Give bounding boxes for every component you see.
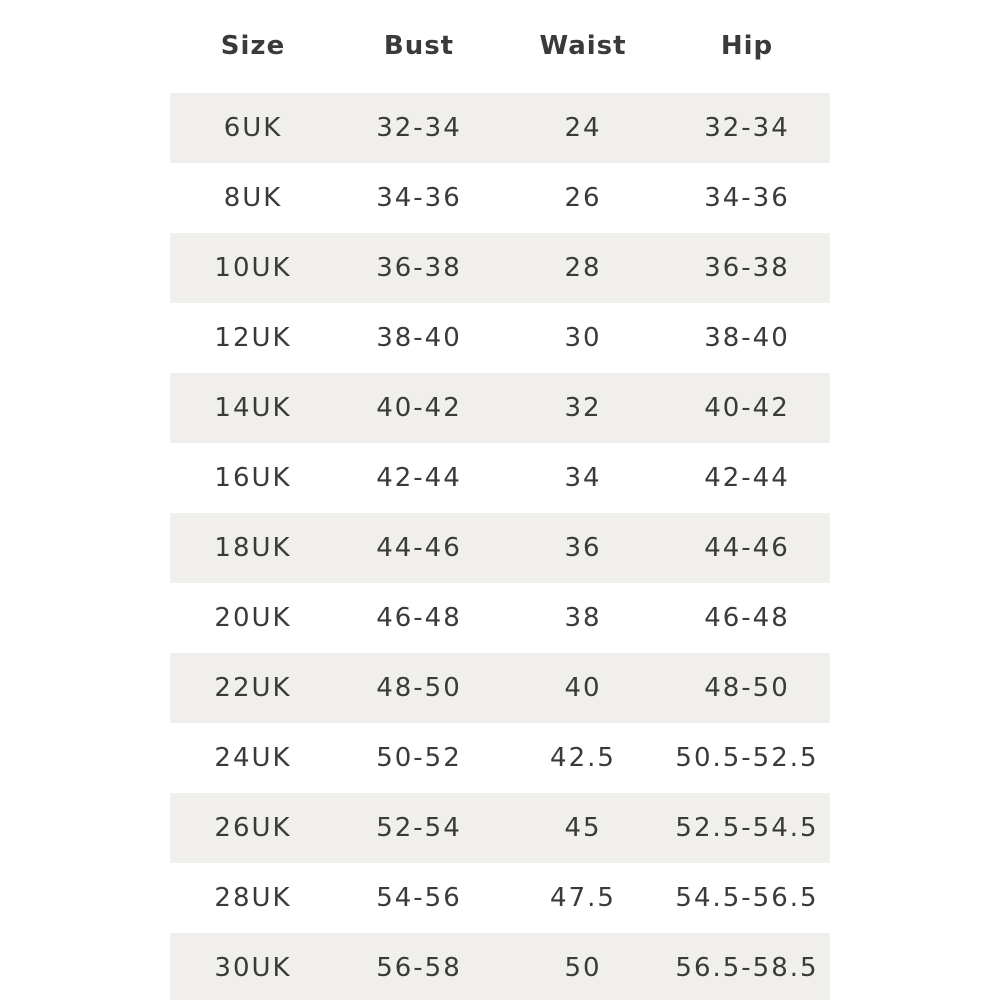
cell-size: 6UK (223, 113, 283, 143)
cell-waist: 30 (564, 323, 602, 353)
table-row (170, 93, 830, 163)
cell-waist: 24 (564, 113, 602, 143)
cell-hip: 44-46 (704, 533, 790, 563)
cell-size: 16UK (214, 463, 292, 493)
cell-waist: 28 (564, 253, 602, 283)
cell-waist: 32 (564, 393, 602, 423)
cell-bust: 54-56 (376, 883, 462, 913)
table-row (170, 513, 830, 583)
header-bust: Bust (383, 31, 455, 61)
table-row (170, 723, 830, 793)
cell-hip: 36-38 (704, 253, 790, 283)
cell-hip: 40-42 (704, 393, 790, 423)
table-row (170, 583, 830, 653)
cell-waist: 50 (564, 953, 602, 983)
table-header (170, 0, 830, 92)
cell-bust: 40-42 (376, 393, 462, 423)
cell-waist: 36 (564, 533, 602, 563)
cell-size: 20UK (214, 603, 292, 633)
cell-hip: 42-44 (704, 463, 790, 493)
cell-hip: 34-36 (704, 183, 790, 213)
cell-size: 12UK (214, 323, 292, 353)
cell-size: 14UK (214, 393, 292, 423)
cell-size: 30UK (214, 953, 292, 983)
cell-waist: 47.5 (550, 883, 616, 913)
header-size: Size (220, 31, 286, 61)
table-row (170, 443, 830, 513)
cell-size: 18UK (214, 533, 292, 563)
cell-size: 24UK (214, 743, 292, 773)
cell-size: 8UK (223, 183, 283, 213)
table-row (170, 373, 830, 443)
table-body (170, 93, 830, 1000)
table-row (170, 303, 830, 373)
cell-bust: 56-58 (376, 953, 462, 983)
table-row (170, 233, 830, 303)
table-row (170, 653, 830, 723)
cell-hip: 46-48 (704, 603, 790, 633)
cell-hip: 48-50 (704, 673, 790, 703)
cell-bust: 44-46 (376, 533, 462, 563)
cell-size: 10UK (214, 253, 292, 283)
table-row (170, 163, 830, 233)
cell-hip: 52.5-54.5 (675, 813, 819, 843)
cell-waist: 42.5 (550, 743, 616, 773)
table-row (170, 863, 830, 933)
cell-size: 26UK (214, 813, 292, 843)
cell-waist: 34 (564, 463, 602, 493)
cell-waist: 40 (564, 673, 602, 703)
cell-waist: 45 (564, 813, 602, 843)
cell-bust: 46-48 (376, 603, 462, 633)
cell-waist: 38 (564, 603, 602, 633)
cell-waist: 26 (564, 183, 602, 213)
cell-bust: 48-50 (376, 673, 462, 703)
cell-bust: 50-52 (376, 743, 462, 773)
table-row (170, 933, 830, 1000)
cell-bust: 36-38 (376, 253, 462, 283)
cell-hip: 38-40 (704, 323, 790, 353)
cell-size: 22UK (214, 673, 292, 703)
cell-size: 28UK (214, 883, 292, 913)
header-waist: Waist (539, 31, 627, 61)
cell-hip: 50.5-52.5 (675, 743, 819, 773)
cell-hip: 56.5-58.5 (675, 953, 819, 983)
cell-bust: 42-44 (376, 463, 462, 493)
header-hip: Hip (720, 31, 774, 61)
cell-hip: 54.5-56.5 (675, 883, 819, 913)
table-row (170, 793, 830, 863)
cell-bust: 32-34 (376, 113, 462, 143)
cell-bust: 38-40 (376, 323, 462, 353)
cell-bust: 52-54 (376, 813, 462, 843)
cell-bust: 34-36 (376, 183, 462, 213)
cell-hip: 32-34 (704, 113, 790, 143)
